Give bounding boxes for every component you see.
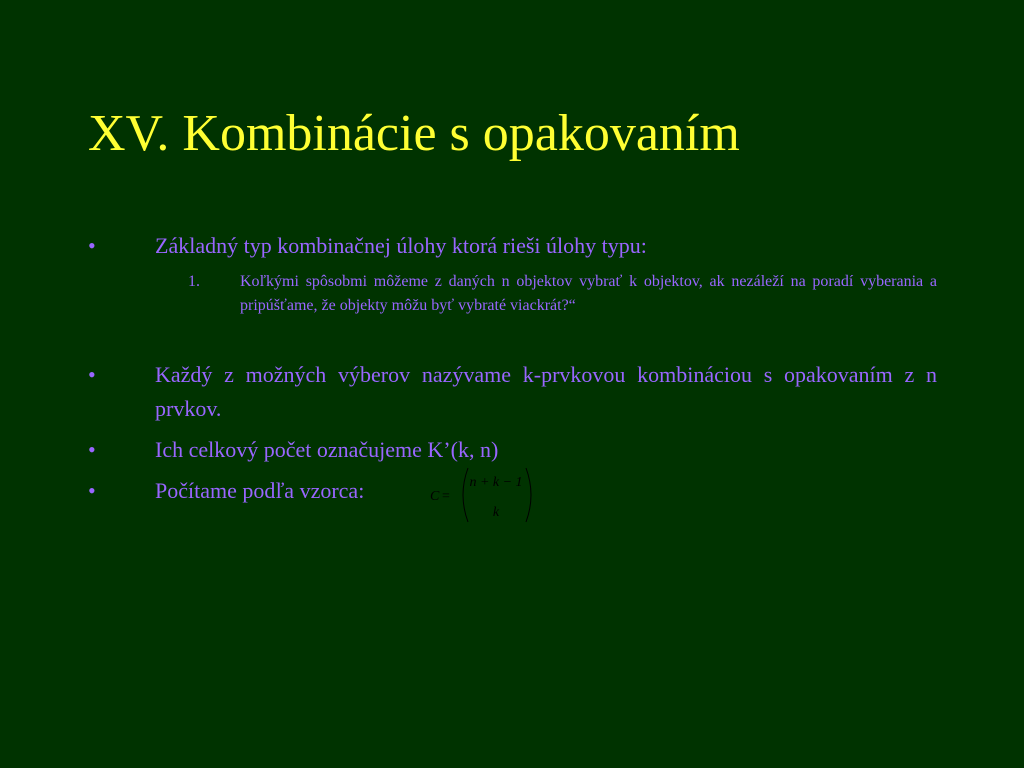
bullet-marker: • bbox=[88, 362, 96, 387]
bullet-text: Počítame podľa vzorca: bbox=[155, 478, 365, 503]
formula-equals: = bbox=[442, 489, 450, 504]
bullet-text: Ich celkový počet označujeme K’(k, n) bbox=[155, 437, 499, 462]
sub-item-text: Koľkými spôsobmi môžeme z daných n objektov vybrať k objektov, ak nezáleží na poradí vyberania a pripúšťame, že objekty môžu byť vybraté viackrát?“ bbox=[240, 273, 937, 314]
bullet-marker: • bbox=[88, 233, 96, 258]
formula-top: n + k − 1 bbox=[469, 475, 523, 490]
bullet-marker: • bbox=[88, 478, 96, 503]
left-paren-icon bbox=[463, 468, 468, 522]
bullet-marker: • bbox=[88, 437, 96, 462]
binomial-formula bbox=[428, 464, 538, 526]
bullet-text: Každý z možných výberov nazývame k-prvkovou kombináciou s opakovaním z n prvkov. bbox=[155, 362, 937, 421]
formula-bottom: k bbox=[492, 505, 500, 520]
sub-item-number: 1. bbox=[188, 273, 200, 290]
formula-lhs: C bbox=[430, 489, 440, 504]
right-paren-icon bbox=[526, 468, 531, 522]
slide-title: XV. Kombinácie s opakovaním bbox=[88, 105, 740, 162]
bullet-text: Základný typ kombinačnej úlohy ktorá rieši úlohy typu: bbox=[155, 233, 647, 258]
